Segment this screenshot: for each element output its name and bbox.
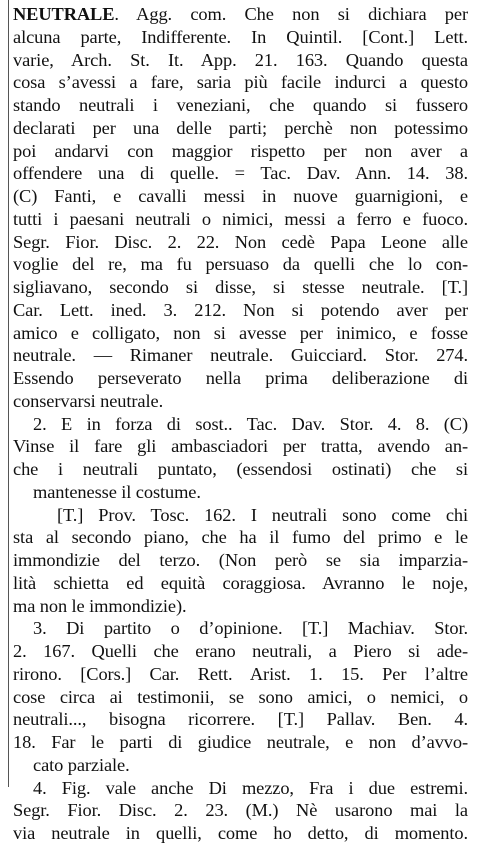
text-line: sta al secondo piano, che ha il fumo del primo e le (13, 527, 468, 548)
text-line: Segr. Fior. Disc. 2. 23. (M.) Nè usarono mai la (13, 800, 468, 821)
text-line: poi andarvi con maggior rispetto per non aver a (13, 140, 468, 161)
text-line: alcuna parte, Indifferente. In Quintil. [Cont.] Lett. (13, 26, 468, 47)
text-line: offendere una di quelle. = Tac. Dav. Ann. 14. 38. (13, 163, 468, 184)
text-line: cose circa ai testimonii, se sono amici, o nemici, o (13, 686, 468, 707)
text-line: 18. Far le parti di giudice neutrale, e non d’avvo- (13, 732, 468, 752)
text-line: stando neutrali i veneziani, che quando si fussero (13, 95, 468, 115)
text-line: lità schietta ed equità coraggiosa. Avranno le noje, (13, 572, 468, 593)
margin-rule (8, 0, 9, 787)
headword: NEUTRALE (13, 4, 115, 24)
text-line: neutrale. — Rimaner neutrale. Guicciard. Stor. 274. (13, 345, 468, 366)
text-line: (C) Fanti, e cavalli messi in nuove guarnigioni, e (13, 186, 468, 206)
text-line: rirono. [Cors.] Car. Rett. Arist. 1. 15. Per l’altre (13, 663, 468, 684)
text-line: NEUTRALE. Agg. com. Che non si dichiara per (13, 4, 468, 24)
proverb-line: [T.] Prov. Tosc. 162. I neutrali sono come chi (57, 504, 468, 525)
text-line: cato parziale. (33, 754, 130, 775)
text-line: 2. 167. Quelli che erano neutrali, a Piero si ade- (13, 641, 468, 661)
text-line: via neutrale in quelli, come ho detto, di momento. (13, 823, 468, 843)
text-line: mantenesse il costume. (33, 481, 201, 502)
sense-2-line: 2. E in forza di sost.. Tac. Dav. Stor. 4. 8. (C) (33, 413, 468, 434)
text-line: tutti i paesani neutrali o nimici, messi a ferro e fuoco. (13, 208, 468, 229)
text-line: sigliavano, secondo si disse, si stesse neutrale. [T.] (13, 277, 468, 297)
sense-4-line: 4. Fig. vale anche Di mezzo, Fra i due estremi. (33, 777, 468, 798)
text-line: cosa s’avessi a fare, saria più facile indurci a questo (13, 72, 468, 93)
text-line: Segr. Fior. Disc. 2. 22. Non cedè Papa Leone alle (13, 231, 468, 252)
text-line: varie, Arch. St. It. App. 21. 163. Quando questa (13, 49, 468, 70)
text-line: Essendo perseverato nella prima deliberazione di (13, 368, 468, 388)
text-line: Car. Lett. ined. 3. 212. Non si potendo aver per (13, 299, 468, 320)
text-line: neutrali..., bisogna ricorrere. [T.] Pallav. Ben. 4. (13, 709, 468, 730)
text-line: declarati per una delle parti; perchè non potessimo (13, 117, 468, 138)
text-line: immondizie del terzo. (Non però se sia imparzia- (13, 550, 468, 570)
text-line: ma non le immondizie). (13, 595, 187, 616)
text-line: Vinse il fare gli ambasciadori per tratta, avendo an- (13, 436, 468, 457)
sense-3-line: 3. Di partito o d’opinione. [T.] Machiav. Stor. (33, 618, 468, 639)
text-line: voglie del re, ma fu persuaso da quelli che lo con- (13, 254, 468, 275)
text-line: che i neutrali puntato, (essendosi ostinati) che si (13, 459, 468, 479)
text-line: amico e colligato, non si avesse per inimico, e fosse (13, 322, 468, 343)
text-line: conservarsi neutrale. (13, 390, 164, 411)
